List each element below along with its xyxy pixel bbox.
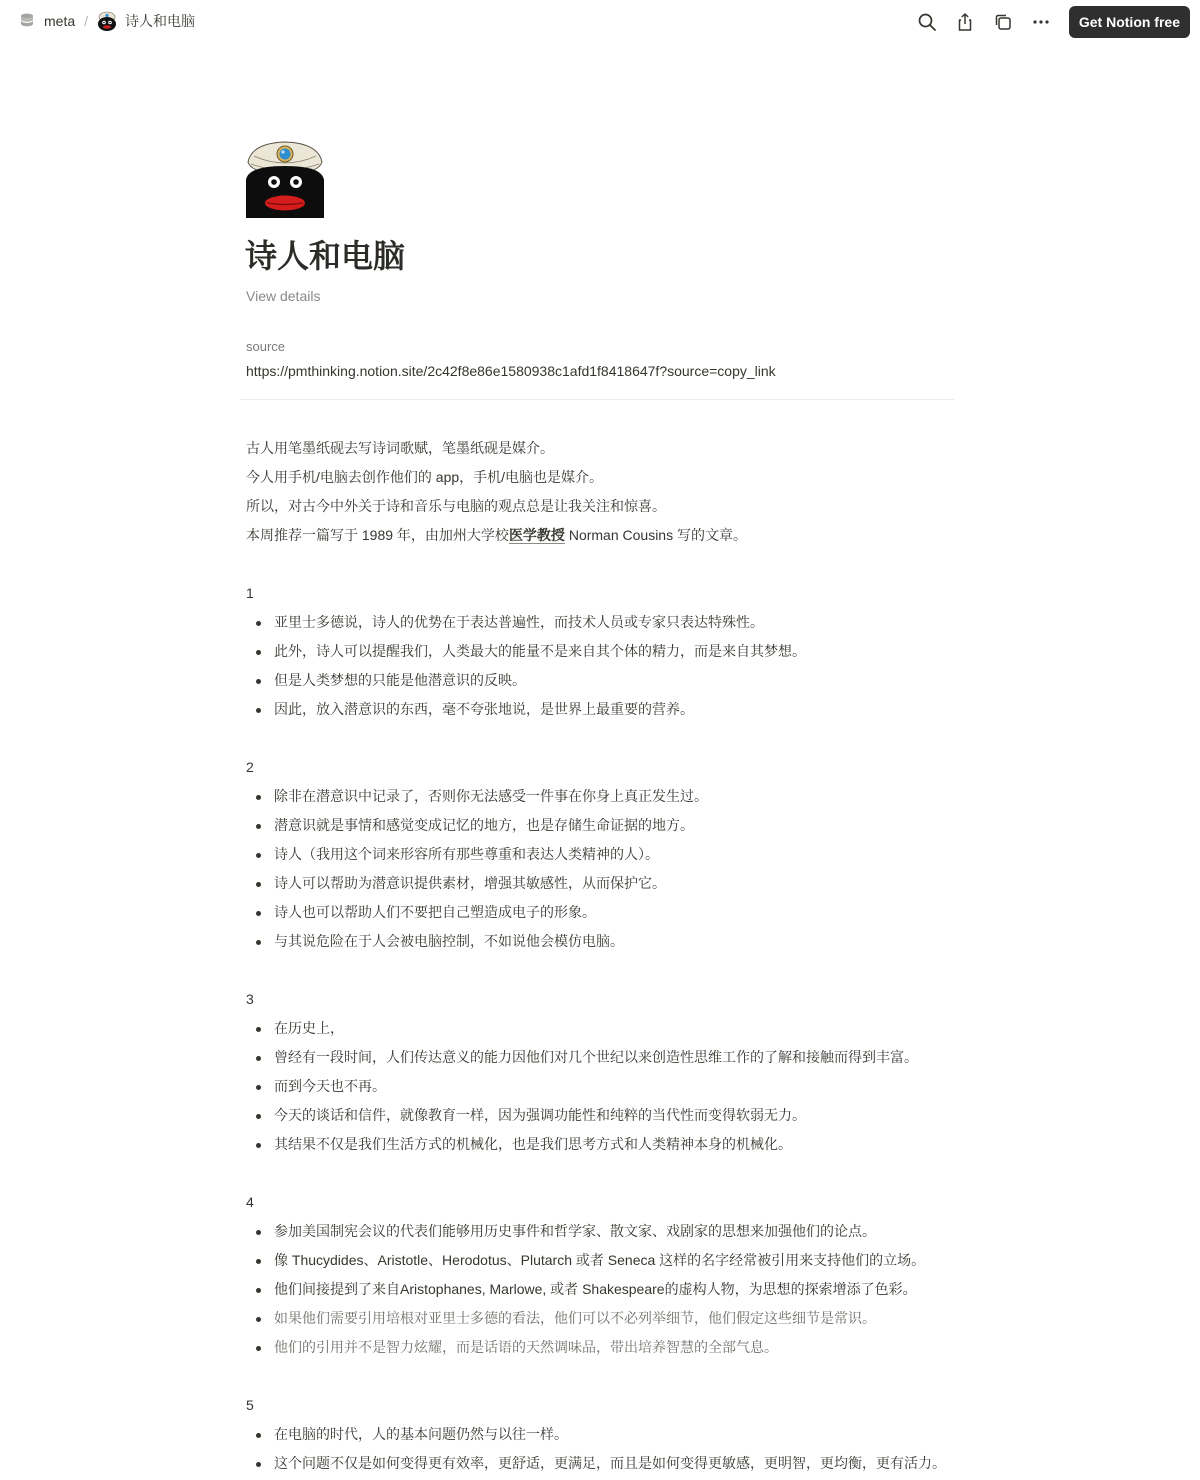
share-button[interactable] [951,8,979,36]
intro-bold-text: 医学教授 [508,527,565,543]
bullet-list [246,608,956,724]
search-button[interactable] [913,8,941,36]
bullet-list [246,1420,956,1478]
list-item: 诗人可以帮助为潜意识提供素材，增强其敏感性，从而保护它。 [246,869,956,898]
properties-divider [240,399,954,400]
spacer [246,956,956,985]
list-item: 诗人也可以帮助人们不要把自己塑造成电子的形象。 [246,898,956,927]
intro-paragraph: 今人用手机/电脑去创作他们的 app，手机/电脑也是媒介。 [246,469,604,485]
bullet-list [246,1217,956,1362]
bullet-list [246,782,956,956]
search-icon [917,12,937,32]
bullet-list [246,1014,956,1159]
section-number: 5 [246,1397,254,1413]
list-item: 今天的谈话和信件，就像教育一样，因为强调功能性和纯粹的当代性而变得软弱无力。 [246,1101,956,1130]
avatar-icon [97,11,117,31]
list-item: 在历史上， [246,1014,956,1043]
list-item: 但是人类梦想的只能是他潜意识的反映。 [246,666,956,695]
list-item: 他们间接提到了来自Aristophanes, Marlowe, 或者 Shakespeare的虚构人物，为思想的探索增添了色彩。 [246,1275,956,1304]
header-actions [913,6,1190,38]
list-item: 曾经有一段时间，人们传达意义的能力因他们对几个世纪以来创造性思维工作的了解和接触而得到丰富。 [246,1043,956,1072]
duplicate-button[interactable] [989,8,1017,36]
property-label-source: source [246,339,286,354]
page-title: 诗人和电脑 [245,238,406,274]
list-item: 这个问题不仅是如何变得更有效率，更舒适，更满足，而且是如何变得更敏感，更明智，更均衡，更有活力。 [246,1449,956,1478]
list-item: 像 Thucydides、Aristotle、Herodotus、Plutarch 或者 Seneca 这样的名字经常被引用来支持他们的立场。 [246,1246,956,1275]
section-number: 2 [246,759,254,775]
list-item: 在电脑的时代，人的基本问题仍然与以往一样。 [246,1420,956,1449]
duplicate-icon [993,12,1013,32]
intro-paragraph: 所以，对古今中外关于诗和音乐与电脑的观点总是让我关注和惊喜。 [246,498,666,514]
intro-paragraph: 古人用笔墨纸砚去写诗词歌赋，笔墨纸砚是媒介。 [246,440,554,456]
more-icon [1031,12,1051,32]
intro-text: 本周推荐一篇写于 1989 年，由加州大学校 [246,527,509,543]
list-item: 因此，放入潜意识的东西，毫不夸张地说，是世界上最重要的营养。 [246,695,956,724]
list-item: 此外，诗人可以提醒我们，人类最大的能量不是来自其个体的精力，而是来自其梦想。 [246,637,956,666]
breadcrumb-workspace-label: meta [44,13,76,29]
list-item: 与其说危险在于人会被电脑控制，不如说他会模仿电脑。 [246,927,956,956]
breadcrumb-page[interactable] [97,11,195,31]
breadcrumb-workspace[interactable] [20,13,75,29]
breadcrumb [20,11,195,31]
more-button[interactable] [1027,8,1055,36]
avatar-icon [246,140,324,218]
page-body [246,140,956,1478]
list-item: 诗人（我用这个词来形容所有那些尊重和表达人类精神的人）。 [246,840,956,869]
get-notion-free-button[interactable]: Get Notion free [1069,6,1190,38]
list-item: 而到今天也不再。 [246,1072,956,1101]
spacer [246,724,956,753]
section-number: 4 [246,1194,254,1210]
list-item: 其结果不仅是我们生活方式的机械化，也是我们思考方式和人类精神本身的机械化。 [246,1130,956,1159]
spacer [246,550,956,579]
list-item: 亚里士多德说，诗人的优势在于表达普遍性，而技术人员或专家只表达特殊性。 [246,608,956,637]
spacer [246,1159,956,1188]
list-item: 参加美国制宪会议的代表们能够用历史事件和哲学家、散文家、戏剧家的思想来加强他们的论点。 [246,1217,956,1246]
intro-text: Norman Cousins 写的文章。 [564,527,747,543]
property-value-source[interactable]: https://pmthinking.notion.site/2c42f8e86e1580938c1afd1f8418647f?source=copy_link [246,363,776,379]
list-item: 如果他们需要引用培根对亚里士多德的看法，他们可以不必列举细节，他们假定这些细节是常识。 [246,1304,956,1333]
list-item: 潜意识就是事情和感觉变成记忆的地方，也是存储生命证据的地方。 [246,811,956,840]
spacer [246,1362,956,1391]
database-icon [20,13,34,29]
page-content [246,434,956,1478]
intro-paragraph [246,521,956,550]
top-bar [0,0,1200,44]
list-item: 他们的引用并不是智力炫耀，而是话语的天然调味品，带出培养智慧的全部气息。 [246,1333,956,1362]
share-icon [955,12,975,32]
breadcrumb-separator: / [84,13,89,29]
section-number: 3 [246,991,254,1007]
list-item: 除非在潜意识中记录了，否则你无法感受一件事在你身上真正发生过。 [246,782,956,811]
view-details-link[interactable]: View details [246,288,321,304]
breadcrumb-page-label: 诗人和电脑 [125,13,196,29]
section-number: 1 [246,585,254,601]
